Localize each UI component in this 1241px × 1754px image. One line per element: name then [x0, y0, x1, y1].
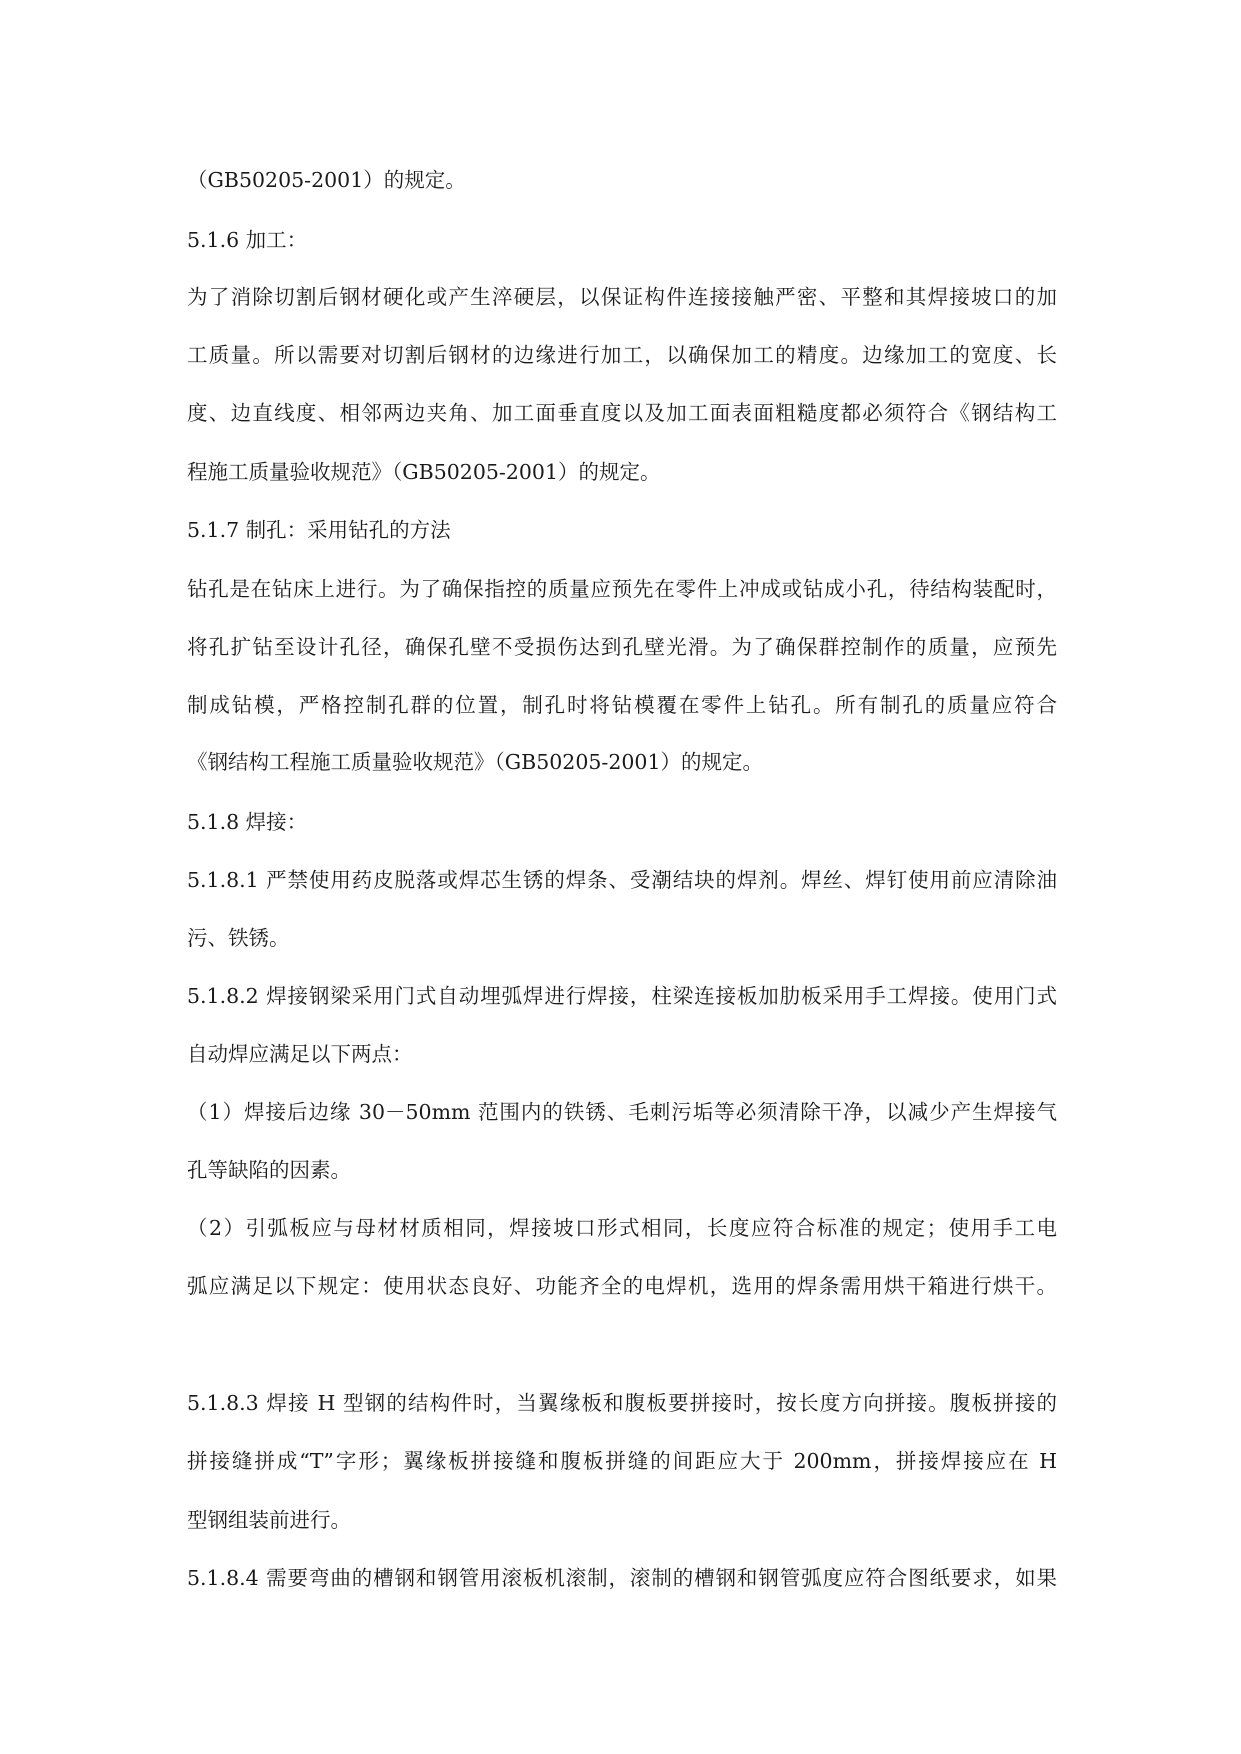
text-line: 《钢结构工程施工质量验收规范》（GB50205-2001）的规定。 [187, 750, 764, 774]
text-line: 5.1.8.3 焊接 H 型钢的结构件时，当翼缘板和腹板要拼接时，按长度方向拼接。腹板拼接的 [187, 1391, 1057, 1415]
text-line: 自动焊应满足以下两点： [187, 1042, 413, 1066]
text-line: 为了消除切割后钢材硬化或产生淬硬层，以保证构件连接接触严密、平整和其焊接坡口的加 [187, 285, 1057, 309]
section-heading-5-1-6: 5.1.6 加工： [187, 228, 308, 252]
text-line: 5.1.8.4 需要弯曲的槽钢和钢管用滚板机滚制，滚制的槽钢和钢管弧度应符合图纸要求，如果 [187, 1566, 1057, 1590]
text-line: 钻孔是在钻床上进行。为了确保指控的质量应预先在零件上冲成或钻成小孔，待结构装配时， [187, 577, 1057, 601]
text-line: 污、铁锈。 [187, 926, 290, 950]
text-line: 5.1.8.2 焊接钢梁采用门式自动埋弧焊进行焊接，柱梁连接板加肋板采用手工焊接。使用门式 [187, 984, 1057, 1008]
text-line: 度、边直线度、相邻两边夹角、加工面垂直度以及加工面表面粗糙度都必须符合《钢结构工 [187, 401, 1057, 425]
text-line: 5.1.8.1 严禁使用药皮脱落或焊芯生锈的焊条、受潮结块的焊剂。焊丝、焊钉使用前应清除油 [187, 868, 1057, 892]
text-line: 拼接缝拼成“T”字形；翼缘板拼接缝和腹板拼缝的间距应大于 200mm，拼接焊接应在 H [187, 1449, 1057, 1473]
text-line: 型钢组装前进行。 [187, 1508, 351, 1532]
section-heading-5-1-8: 5.1.8 焊接： [187, 810, 308, 834]
text-line: （2）引弧板应与母材材质相同，焊接坡口形式相同，长度应符合标准的规定；使用手工电 [187, 1216, 1057, 1240]
text-line: 制成钻模，严格控制孔群的位置，制孔时将钻模覆在零件上钻孔。所有制孔的质量应符合 [187, 693, 1057, 717]
text-line: （GB50205-2001）的规定。 [187, 168, 466, 192]
section-heading-5-1-7: 5.1.7 制孔：采用钻孔的方法 [187, 518, 451, 542]
text-line: 程施工质量验收规范》（GB50205-2001）的规定。 [187, 460, 661, 484]
text-line: 工质量。所以需要对切割后钢材的边缘进行加工，以确保加工的精度。边缘加工的宽度、长 [187, 343, 1057, 367]
text-line: 将孔扩钻至设计孔径，确保孔壁不受损伤达到孔壁光滑。为了确保群控制作的质量，应预先 [187, 635, 1057, 659]
text-line: 弧应满足以下规定：使用状态良好、功能齐全的电焊机，选用的焊条需用烘干箱进行烘干。 [187, 1274, 1057, 1298]
text-line: （1）焊接后边缘 30－50mm 范围内的铁锈、毛刺污垢等必须清除干净，以减少产生焊接气 [187, 1100, 1057, 1124]
text-line: 孔等缺陷的因素。 [187, 1158, 351, 1182]
